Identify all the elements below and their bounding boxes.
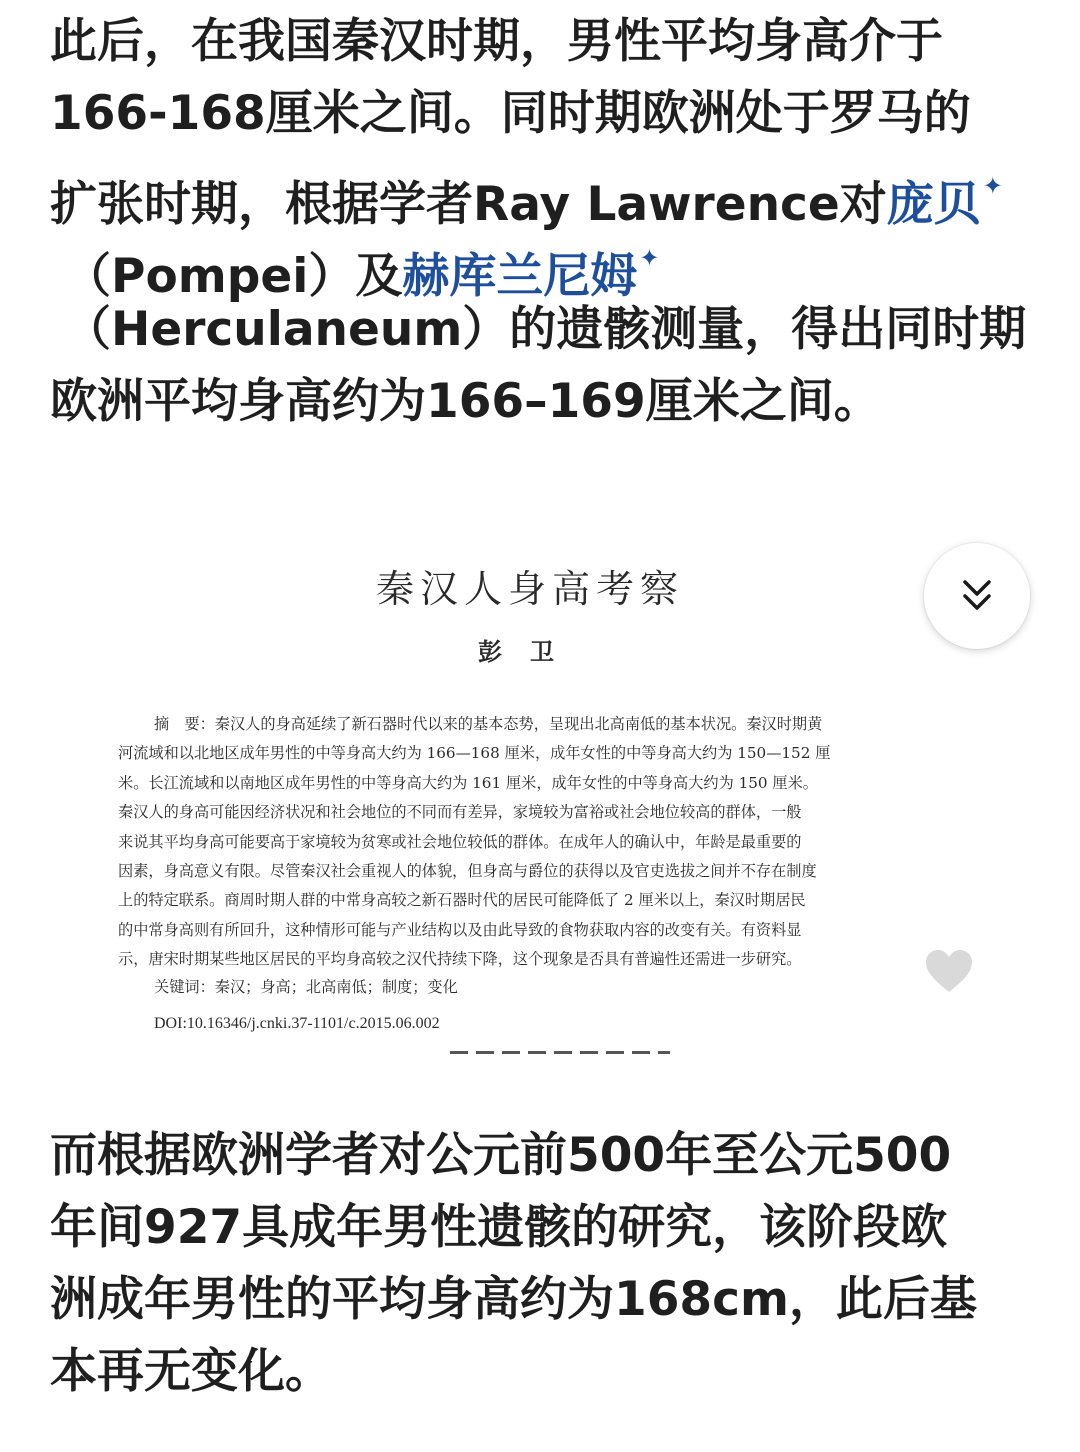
paragraph-line: 本再无变化。 (50, 1344, 332, 1399)
paragraph-line: 此后，在我国秦汉时期，男性平均身高介于 (50, 14, 943, 69)
article-paragraph-2 (50, 1120, 1040, 1408)
paragraph-text: （Pompei）及 (64, 249, 403, 304)
abstract-line: 示，唐宋时期某些地区居民的平均身高较之汉代持续下降，这个现象是否具有普遍性还需进一步研究。 (118, 950, 802, 969)
paper-doi: DOI:10.16346/j.cnki.37-1101/c.2015.06.002 (154, 1015, 440, 1032)
abstract-line: 河流域和以北地区成年男性的中等身高大约为 166—168 厘米，成年女性的中等身高大约为 150—152 厘 (118, 744, 831, 763)
abstract-line: 来说其平均身高可能要高于家境较为贫寒或社会地位较低的群体。在成年人的确认中，年龄是最重要的 (118, 832, 802, 851)
paragraph-line: 年间927具成年男性遗骸的研究，该阶段欧 (50, 1200, 948, 1255)
abstract-line: 因素，身高意义有限。尽管秦汉社会重视人的体貌，但身高与爵位的获得以及官吏选拔之间并不存在制度 (118, 862, 817, 881)
herculaneum-link[interactable]: 赫库兰尼姆 (402, 249, 638, 304)
abstract-line: 米。长江流域和以南地区成年男性的中等身高大约为 161 厘米，成年女性的中等身高大约为 150 厘米。 (118, 773, 818, 792)
double-chevron-down-icon (957, 576, 997, 616)
paper-title: 秦汉人身高考察 (375, 567, 684, 611)
sparkle-icon: ✦ (639, 244, 660, 272)
paragraph-text: 扩张时期，根据学者Ray Lawrence对 (50, 177, 887, 232)
like-button[interactable] (922, 946, 976, 996)
abstract-line: 秦汉人的身高可能因经济状况和社会地位的不同而有差异，家境较为富裕或社会地位较高的群体，一般 (118, 803, 802, 822)
paper-screenshot-image[interactable] (0, 530, 1080, 1060)
abstract-line: 上的特定联系。商周时期人群的中常身高较之新石器时代的居民可能降低了 2 厘米以上，秦汉时期居民 (118, 891, 806, 910)
article-paragraph-1 (50, 6, 1040, 438)
cropped-text-remnant (450, 1048, 670, 1054)
paper-keywords: 关键词：秦汉；身高；北高南低；制度；变化 (154, 978, 458, 996)
paragraph-line (50, 222, 1040, 304)
abstract-line: 摘 要：秦汉人的身高延续了新石器时代以来的基本态势，呈现出北高南低的基本状况。秦汉时期黄 (154, 715, 823, 733)
paper-abstract (118, 710, 948, 975)
scroll-down-button[interactable] (924, 543, 1030, 649)
paragraph-line: 欧洲平均身高约为166–169厘米之间。 (50, 374, 881, 429)
paragraph-line (50, 150, 1040, 232)
abstract-line: 的中常身高则有所回升，这种情形可能与产业结构以及由此导致的食物获取内容的改变有关。有资料显 (118, 920, 802, 939)
heart-icon (924, 948, 974, 994)
paper-author: 彭卫 (478, 637, 582, 666)
paragraph-line: 166-168厘米之间。同时期欧洲处于罗马的 (50, 86, 971, 141)
paragraph-line: 洲成年男性的平均身高约为168cm，此后基 (50, 1272, 977, 1327)
paragraph-line: 而根据欧洲学者对公元前500年至公元500 (50, 1128, 952, 1183)
pompeii-link[interactable]: 庞贝 (886, 177, 981, 232)
paragraph-line: （Herculaneum）的遗骸测量，得出同时期 (64, 302, 1027, 357)
sparkle-icon: ✦ (982, 172, 1003, 200)
